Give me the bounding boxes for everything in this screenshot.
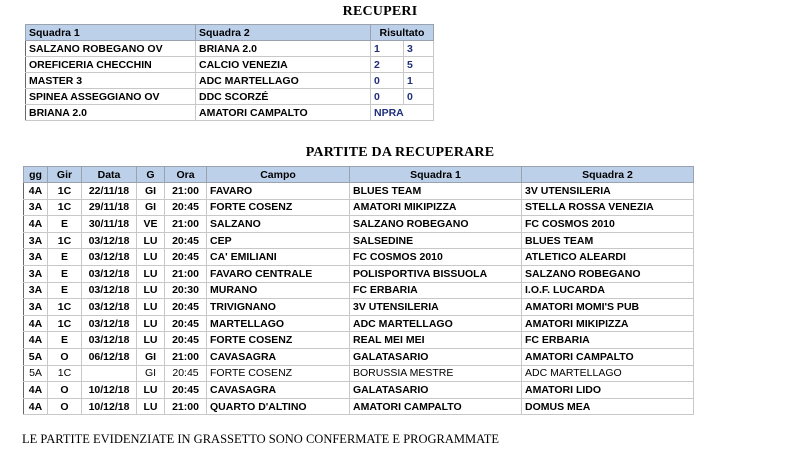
recuperi-table (25, 24, 434, 121)
ora-cell: 21:00 (165, 398, 207, 415)
campo-cell: QUARTO D'ALTINO (207, 398, 350, 415)
ora-cell: 20:30 (165, 282, 207, 299)
header-team1: Squadra 1 (26, 25, 196, 41)
match-row (24, 315, 694, 332)
ora-cell: 20:45 (165, 332, 207, 349)
ora-cell: 21:00 (165, 216, 207, 233)
match-row (24, 398, 694, 415)
match-row (24, 365, 694, 382)
partite-header-row (24, 167, 694, 183)
team2-cell: DDC SCORZÉ (196, 89, 371, 105)
header-result: Risultato (371, 25, 434, 41)
team2-cell: CALCIO VENEZIA (196, 57, 371, 73)
header-g: G (137, 167, 165, 183)
match-row (24, 265, 694, 282)
g-cell: LU (137, 232, 165, 249)
gir-cell: E (48, 332, 82, 349)
data-cell: 03/12/18 (82, 299, 137, 316)
result-cell: NPRA (371, 105, 434, 121)
match-row (24, 382, 694, 399)
score2-cell: 1 (404, 73, 434, 89)
team1-cell: FC COSMOS 2010 (350, 249, 522, 266)
campo-cell: FAVARO CENTRALE (207, 265, 350, 282)
team1-cell: FC ERBARIA (350, 282, 522, 299)
g-cell: LU (137, 249, 165, 266)
g-cell: LU (137, 332, 165, 349)
team2-cell: BLUES TEAM (522, 232, 694, 249)
ora-cell: 21:00 (165, 265, 207, 282)
gir-cell: 1C (48, 232, 82, 249)
data-cell: 03/12/18 (82, 265, 137, 282)
gg-cell: 4A (24, 332, 48, 349)
campo-cell: MARTELLAGO (207, 315, 350, 332)
ora-cell: 20:45 (165, 232, 207, 249)
header-campo: Campo (207, 167, 350, 183)
partite-body (24, 183, 694, 415)
g-cell: VE (137, 216, 165, 233)
ora-cell: 20:45 (165, 199, 207, 216)
data-cell: 22/11/18 (82, 183, 137, 200)
campo-cell: MURANO (207, 282, 350, 299)
g-cell: GI (137, 199, 165, 216)
gir-cell: O (48, 348, 82, 365)
gir-cell: E (48, 249, 82, 266)
recuperi-row (26, 89, 434, 105)
header-team2: Squadra 2 (522, 167, 694, 183)
data-cell: 06/12/18 (82, 348, 137, 365)
ora-cell: 21:00 (165, 348, 207, 365)
match-row (24, 282, 694, 299)
team2-cell: AMATORI CAMPALTO (522, 348, 694, 365)
header-team1: Squadra 1 (350, 167, 522, 183)
score1-cell: 2 (371, 57, 404, 73)
match-row (24, 199, 694, 216)
data-cell: 29/11/18 (82, 199, 137, 216)
gg-cell: 4A (24, 183, 48, 200)
recuperi-row (26, 73, 434, 89)
g-cell: LU (137, 315, 165, 332)
gir-cell: E (48, 216, 82, 233)
gg-cell: 3A (24, 232, 48, 249)
team1-cell: GALATASARIO (350, 382, 522, 399)
team1-cell: ADC MARTELLAGO (350, 315, 522, 332)
header-ora: Ora (165, 167, 207, 183)
campo-cell: CA' EMILIANI (207, 249, 350, 266)
ora-cell: 20:45 (165, 315, 207, 332)
team2-cell: STELLA ROSSA VENEZIA (522, 199, 694, 216)
header-team2: Squadra 2 (196, 25, 371, 41)
team2-cell: FC ERBARIA (522, 332, 694, 349)
gir-cell: 1C (48, 365, 82, 382)
campo-cell: SALZANO (207, 216, 350, 233)
score2-cell: 3 (404, 41, 434, 57)
partite-table (23, 166, 694, 415)
campo-cell: CAVASAGRA (207, 348, 350, 365)
ora-cell: 20:45 (165, 365, 207, 382)
campo-cell: FORTE COSENZ (207, 332, 350, 349)
team2-cell: ADC MARTELLAGO (522, 365, 694, 382)
team2-cell: AMATORI MIKIPIZZA (522, 315, 694, 332)
team1-cell: BLUES TEAM (350, 183, 522, 200)
gg-cell: 4A (24, 398, 48, 415)
team1-cell: SALZANO ROBEGANO OV (26, 41, 196, 57)
match-row (24, 216, 694, 233)
partite-title: PARTITE DA RECUPERARE (305, 145, 495, 160)
ora-cell: 21:00 (165, 183, 207, 200)
g-cell: GI (137, 348, 165, 365)
recuperi-header-row (26, 25, 434, 41)
recuperi-body (26, 41, 434, 121)
footer-note: LE PARTITE EVIDENZIATE IN GRASSETTO SONO CONFERMATE E PROGRAMMATE (22, 432, 500, 446)
campo-cell: FORTE COSENZ (207, 199, 350, 216)
team2-cell: ATLETICO ALEARDI (522, 249, 694, 266)
g-cell: LU (137, 382, 165, 399)
data-cell: 03/12/18 (82, 315, 137, 332)
campo-cell: TRIVIGNANO (207, 299, 350, 316)
match-row (24, 249, 694, 266)
team2-cell: 3V UTENSILERIA (522, 183, 694, 200)
gg-cell: 5A (24, 348, 48, 365)
team1-cell: OREFICERIA CHECCHIN (26, 57, 196, 73)
match-row (24, 183, 694, 200)
header-data: Data (82, 167, 137, 183)
team1-cell: POLISPORTIVA BISSUOLA (350, 265, 522, 282)
gg-cell: 4A (24, 216, 48, 233)
campo-cell: FORTE COSENZ (207, 365, 350, 382)
data-cell: 03/12/18 (82, 249, 137, 266)
score1-cell: 0 (371, 89, 404, 105)
gir-cell: O (48, 398, 82, 415)
recuperi-row (26, 57, 434, 73)
team1-cell: AMATORI CAMPALTO (350, 398, 522, 415)
data-cell: 03/12/18 (82, 232, 137, 249)
team1-cell: GALATASARIO (350, 348, 522, 365)
recuperi-title: RECUPERI (342, 4, 418, 19)
match-row (24, 348, 694, 365)
gg-cell: 3A (24, 299, 48, 316)
match-row (24, 232, 694, 249)
g-cell: GI (137, 183, 165, 200)
data-cell: 03/12/18 (82, 282, 137, 299)
team2-cell: I.O.F. LUCARDA (522, 282, 694, 299)
team2-cell: AMATORI MOMI'S PUB (522, 299, 694, 316)
ora-cell: 20:45 (165, 249, 207, 266)
gg-cell: 5A (24, 365, 48, 382)
gir-cell: E (48, 282, 82, 299)
gg-cell: 3A (24, 265, 48, 282)
team1-cell: AMATORI MIKIPIZZA (350, 199, 522, 216)
gir-cell: E (48, 265, 82, 282)
team2-cell: BRIANA 2.0 (196, 41, 371, 57)
data-cell: 03/12/18 (82, 332, 137, 349)
data-cell (82, 365, 137, 382)
team2-cell: AMATORI LIDO (522, 382, 694, 399)
header-gg: gg (24, 167, 48, 183)
gg-cell: 3A (24, 199, 48, 216)
ora-cell: 20:45 (165, 382, 207, 399)
header-gir: Gir (48, 167, 82, 183)
campo-cell: CEP (207, 232, 350, 249)
gir-cell: 1C (48, 199, 82, 216)
data-cell: 10/12/18 (82, 398, 137, 415)
team2-cell: FC COSMOS 2010 (522, 216, 694, 233)
team1-cell: 3V UTENSILERIA (350, 299, 522, 316)
team2-cell: ADC MARTELLAGO (196, 73, 371, 89)
team1-cell: REAL MEI MEI (350, 332, 522, 349)
gg-cell: 4A (24, 315, 48, 332)
team1-cell: MASTER 3 (26, 73, 196, 89)
team1-cell: SALZANO ROBEGANO (350, 216, 522, 233)
recuperi-row (26, 41, 434, 57)
ora-cell: 20:45 (165, 299, 207, 316)
data-cell: 30/11/18 (82, 216, 137, 233)
campo-cell: FAVARO (207, 183, 350, 200)
score2-cell: 0 (404, 89, 434, 105)
gg-cell: 3A (24, 249, 48, 266)
campo-cell: CAVASAGRA (207, 382, 350, 399)
team1-cell: BORUSSIA MESTRE (350, 365, 522, 382)
gg-cell: 4A (24, 382, 48, 399)
team1-cell: BRIANA 2.0 (26, 105, 196, 121)
match-row (24, 299, 694, 316)
score1-cell: 0 (371, 73, 404, 89)
score1-cell: 1 (371, 41, 404, 57)
gir-cell: 1C (48, 183, 82, 200)
gir-cell: O (48, 382, 82, 399)
match-row (24, 332, 694, 349)
gg-cell: 3A (24, 282, 48, 299)
g-cell: LU (137, 299, 165, 316)
team1-cell: SALSEDINE (350, 232, 522, 249)
g-cell: GI (137, 365, 165, 382)
gir-cell: 1C (48, 315, 82, 332)
g-cell: LU (137, 265, 165, 282)
team2-cell: AMATORI CAMPALTO (196, 105, 371, 121)
recuperi-row (26, 105, 434, 121)
g-cell: LU (137, 398, 165, 415)
gir-cell: 1C (48, 299, 82, 316)
score2-cell: 5 (404, 57, 434, 73)
team2-cell: SALZANO ROBEGANO (522, 265, 694, 282)
data-cell: 10/12/18 (82, 382, 137, 399)
g-cell: LU (137, 282, 165, 299)
team2-cell: DOMUS MEA (522, 398, 694, 415)
team1-cell: SPINEA ASSEGGIANO OV (26, 89, 196, 105)
